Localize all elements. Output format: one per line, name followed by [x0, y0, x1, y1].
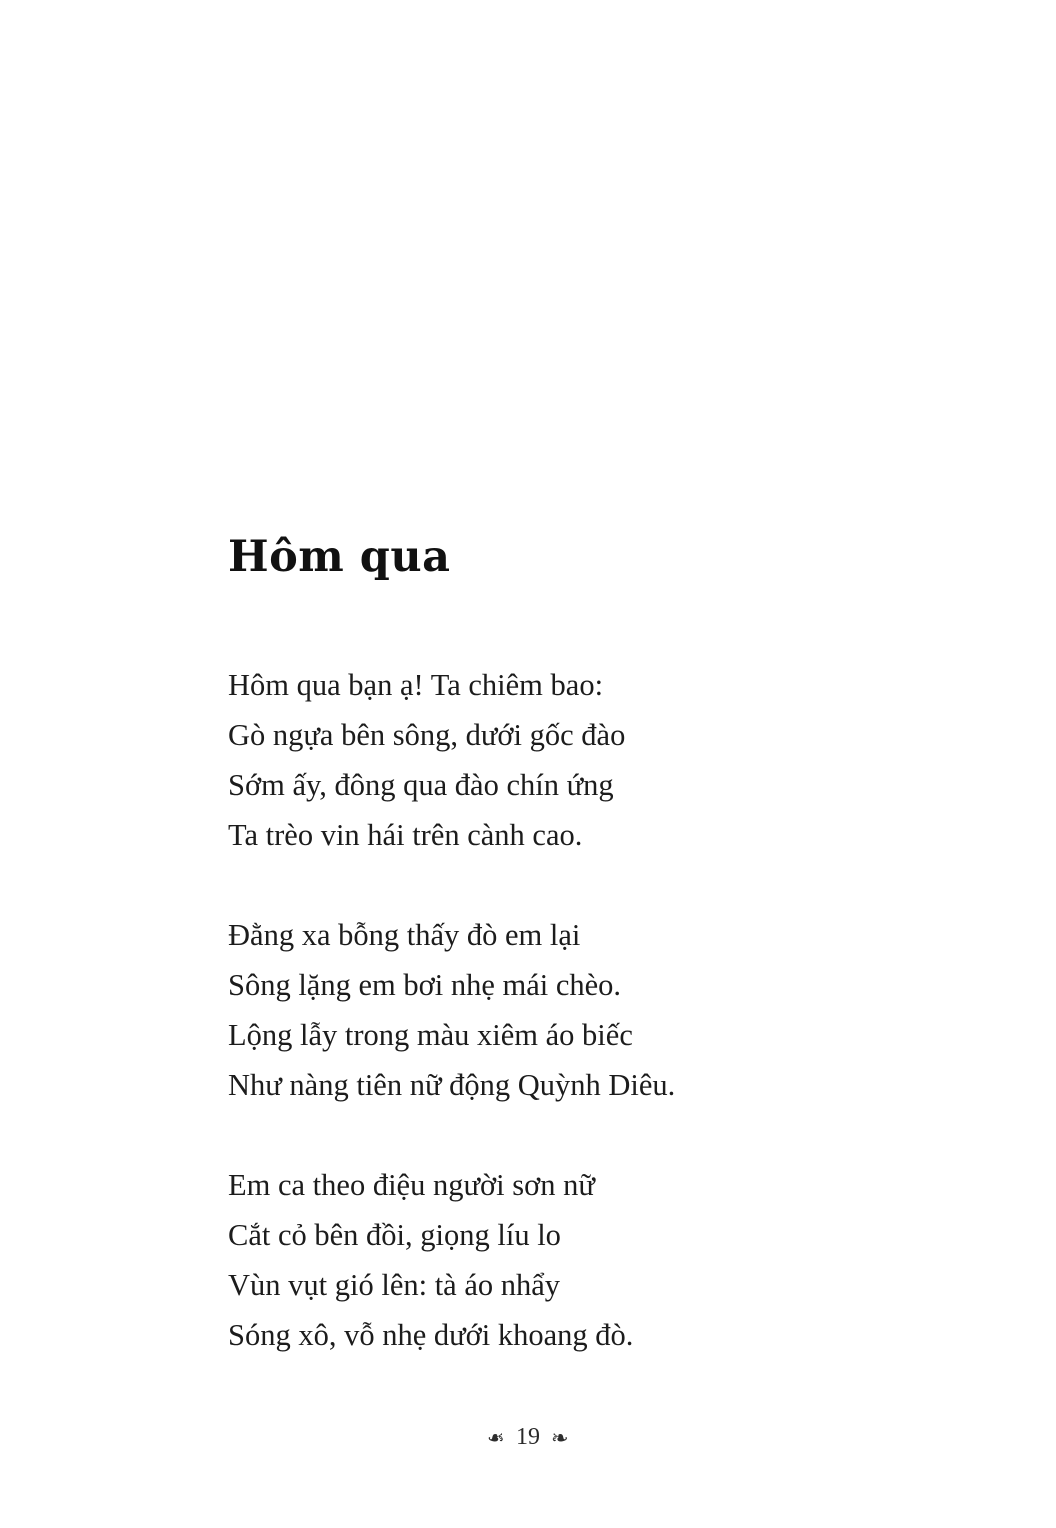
- poem-line: Sớm ấy, đông qua đào chín ứng: [228, 768, 614, 802]
- poem-line: Gò ngựa bên sông, dưới gốc đào: [228, 718, 626, 752]
- stanza: [228, 660, 928, 860]
- poem-line: Lộng lẫy trong màu xiêm áo biếc: [228, 1018, 633, 1052]
- poem-line: Như nàng tiên nữ động Quỳnh Diêu.: [228, 1068, 676, 1102]
- poem-line: Sóng xô, vỗ nhẹ dưới khoang đò.: [228, 1318, 634, 1352]
- leaf-ornament-icon: ❧: [551, 1425, 569, 1450]
- page-footer: [0, 1425, 1056, 1451]
- poem-line: Hôm qua bạn ạ! Ta chiêm bao:: [228, 668, 604, 702]
- poem-line: Vùn vụt gió lên: tà áo nhẩy: [228, 1268, 561, 1302]
- stanza: [228, 910, 928, 1110]
- poem-line: Sông lặng em bơi nhẹ mái chèo.: [228, 968, 622, 1002]
- poem-line: Em ca theo điệu người sơn nữ: [228, 1168, 595, 1202]
- poem-line: Cắt cỏ bên đồi, giọng líu lo: [228, 1218, 561, 1252]
- poem-line: Ta trèo vin hái trên cành cao.: [228, 818, 583, 852]
- stanza: [228, 1160, 928, 1360]
- leaf-ornament-icon: ❧: [487, 1425, 505, 1450]
- poem-body: [228, 660, 928, 1360]
- page-number: 19: [516, 1424, 540, 1450]
- page-title: Hôm qua: [228, 531, 451, 582]
- poem-line: Đằng xa bỗng thấy đò em lại: [228, 918, 581, 952]
